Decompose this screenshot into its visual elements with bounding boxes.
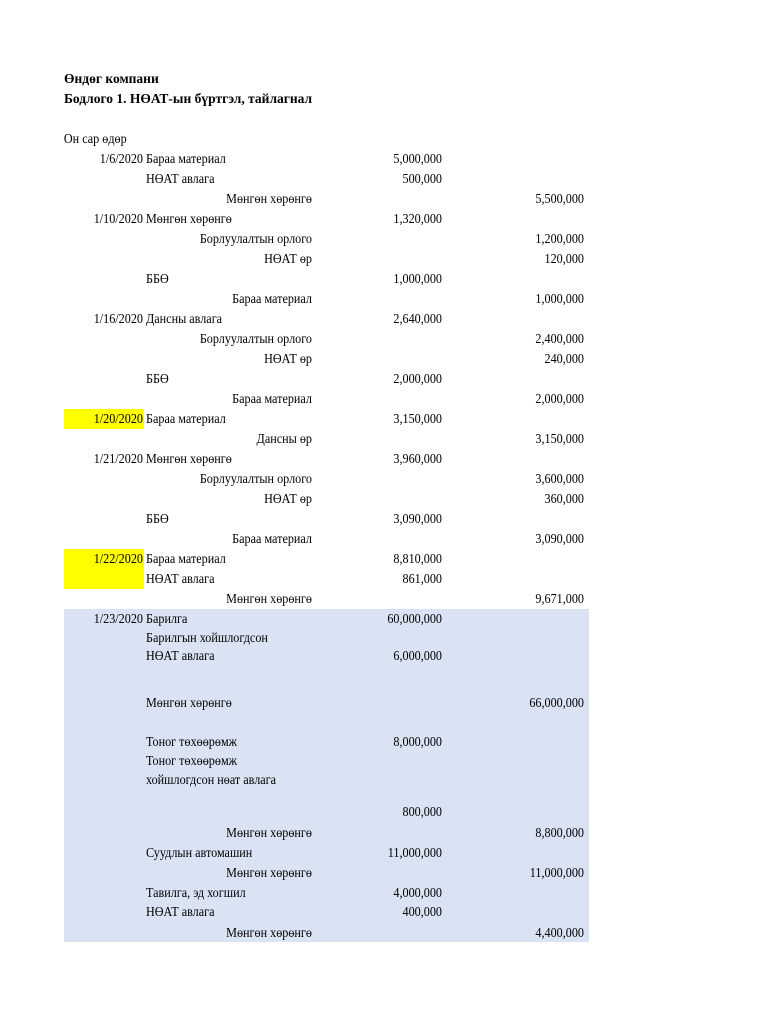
account-name: Тоног төхөөрөмж (145, 753, 238, 768)
journal-row (0, 883, 691, 903)
credit-amount: 240,000 (544, 351, 584, 366)
entry-date: 1/20/2020 (93, 411, 143, 426)
credit-amount: 360,000 (544, 491, 584, 506)
problem-title: Бодлого 1. НӨАТ-ын бүртгэл, тайлагнал (64, 91, 313, 106)
journal-row (0, 609, 691, 629)
debit-amount: 800,000 (402, 804, 442, 819)
account-name: Мөнгөн хөрөнгө (226, 865, 312, 880)
account-name: Мөнгөн хөрөнгө (145, 451, 232, 466)
company-title: Өндөг компани (64, 71, 159, 86)
journal-row (0, 189, 691, 209)
debit-amount: 8,810,000 (393, 551, 442, 566)
journal-row (0, 509, 691, 529)
journal-row (0, 646, 691, 666)
debit-amount: 2,640,000 (393, 311, 442, 326)
journal-row (0, 429, 691, 449)
journal-row (0, 529, 691, 549)
debit-amount: 2,000,000 (393, 371, 442, 386)
journal-row (0, 269, 691, 289)
credit-amount: 9,671,000 (535, 591, 584, 606)
journal-row (0, 309, 691, 329)
debit-amount: 60,000,000 (387, 611, 442, 626)
credit-amount: 3,090,000 (535, 531, 584, 546)
journal-row (0, 589, 691, 609)
account-name: Бараа материал (232, 391, 312, 406)
journal-row (0, 732, 691, 752)
entry-date: 1/6/2020 (99, 151, 143, 166)
entry-date: 1/23/2020 (93, 611, 143, 626)
entry-date: 1/21/2020 (93, 451, 143, 466)
account-name: Мөнгөн хөрөнгө (145, 695, 232, 710)
account-name: НӨАТ авлага (145, 171, 215, 186)
credit-amount: 3,600,000 (535, 471, 584, 486)
journal-row (0, 249, 691, 269)
account-name: Тавилга, эд хогшил (145, 885, 246, 900)
journal-row (0, 209, 691, 229)
header-row (0, 129, 691, 149)
account-name: ББӨ (145, 371, 169, 386)
journal-row (0, 549, 691, 569)
journal-row (0, 823, 691, 843)
debit-amount: 1,000,000 (393, 271, 442, 286)
account-name: Бараа материал (145, 551, 226, 566)
account-name: ББӨ (145, 511, 169, 526)
journal-row (0, 569, 691, 589)
journal-row (0, 329, 691, 349)
account-name: НӨАТ өр (264, 351, 312, 366)
journal-row (0, 469, 691, 489)
account-name: Мөнгөн хөрөнгө (226, 825, 312, 840)
journal-row (0, 449, 691, 469)
debit-amount: 3,090,000 (393, 511, 442, 526)
journal-row (0, 770, 691, 790)
credit-amount: 3,150,000 (535, 431, 584, 446)
credit-amount: 66,000,000 (529, 695, 584, 710)
account-name: ББӨ (145, 271, 169, 286)
debit-amount: 3,150,000 (393, 411, 442, 426)
journal-row (0, 628, 691, 648)
account-name: Барилга (145, 611, 188, 626)
account-name: Мөнгөн хөрөнгө (226, 591, 312, 606)
journal-row (0, 289, 691, 309)
entry-date: 1/16/2020 (93, 311, 143, 326)
debit-amount: 8,000,000 (393, 734, 442, 749)
entry-date: 1/22/2020 (93, 551, 143, 566)
credit-amount: 2,000,000 (535, 391, 584, 406)
account-name: НӨАТ авлага (145, 571, 215, 586)
journal-row (0, 843, 691, 863)
account-name: НӨАТ авлага (145, 648, 215, 663)
account-name: Дансны өр (256, 431, 312, 446)
journal-row (0, 489, 691, 509)
debit-amount: 3,960,000 (393, 451, 442, 466)
account-name: Борлуулалтын орлого (199, 331, 312, 346)
journal-row (0, 409, 691, 429)
account-name: Бараа материал (145, 151, 226, 166)
account-name: НӨАТ өр (264, 251, 312, 266)
debit-amount: 400,000 (402, 904, 442, 919)
credit-amount: 8,800,000 (535, 825, 584, 840)
journal-row (0, 902, 691, 922)
journal-row (0, 863, 691, 883)
account-name: Бараа материал (232, 291, 312, 306)
account-name: Бараа материал (145, 411, 226, 426)
account-name: НӨАТ өр (264, 491, 312, 506)
account-name: Бараа материал (232, 531, 312, 546)
account-name: хойшлогдсон нөат авлага (145, 772, 277, 787)
entry-date: 1/10/2020 (93, 211, 143, 226)
credit-amount: 120,000 (544, 251, 584, 266)
debit-amount: 861,000 (402, 571, 442, 586)
debit-amount: 500,000 (402, 171, 442, 186)
journal-row (0, 149, 691, 169)
debit-amount: 11,000,000 (387, 845, 442, 860)
account-name: Барилгын хойшлогдсон (145, 630, 268, 645)
journal-row (0, 349, 691, 369)
header-date-label: Он сар өдөр (63, 131, 127, 146)
credit-amount: 11,000,000 (529, 865, 584, 880)
account-name: НӨАТ авлага (145, 904, 215, 919)
debit-amount: 1,320,000 (393, 211, 442, 226)
credit-amount: 4,400,000 (535, 925, 584, 940)
journal-row (0, 693, 691, 713)
credit-amount: 1,200,000 (535, 231, 584, 246)
account-name: Дансны авлага (145, 311, 223, 326)
debit-amount: 4,000,000 (393, 885, 442, 900)
account-name: Мөнгөн хөрөнгө (226, 925, 312, 940)
account-name: Мөнгөн хөрөнгө (145, 211, 232, 226)
journal-row (0, 802, 691, 822)
journal-row (0, 229, 691, 249)
credit-amount: 2,400,000 (535, 331, 584, 346)
account-name: Мөнгөн хөрөнгө (226, 191, 312, 206)
account-name: Тоног төхөөрөмж (145, 734, 238, 749)
account-name: Борлуулалтын орлого (199, 471, 312, 486)
journal-row (0, 369, 691, 389)
account-name: Суудлын автомашин (145, 845, 253, 860)
account-name: Борлуулалтын орлого (199, 231, 312, 246)
journal-row (0, 751, 691, 771)
journal-row (0, 389, 691, 409)
credit-amount: 5,500,000 (535, 191, 584, 206)
journal-row (0, 923, 691, 943)
debit-amount: 6,000,000 (393, 648, 442, 663)
credit-amount: 1,000,000 (535, 291, 584, 306)
journal-row (0, 169, 691, 189)
debit-amount: 5,000,000 (393, 151, 442, 166)
